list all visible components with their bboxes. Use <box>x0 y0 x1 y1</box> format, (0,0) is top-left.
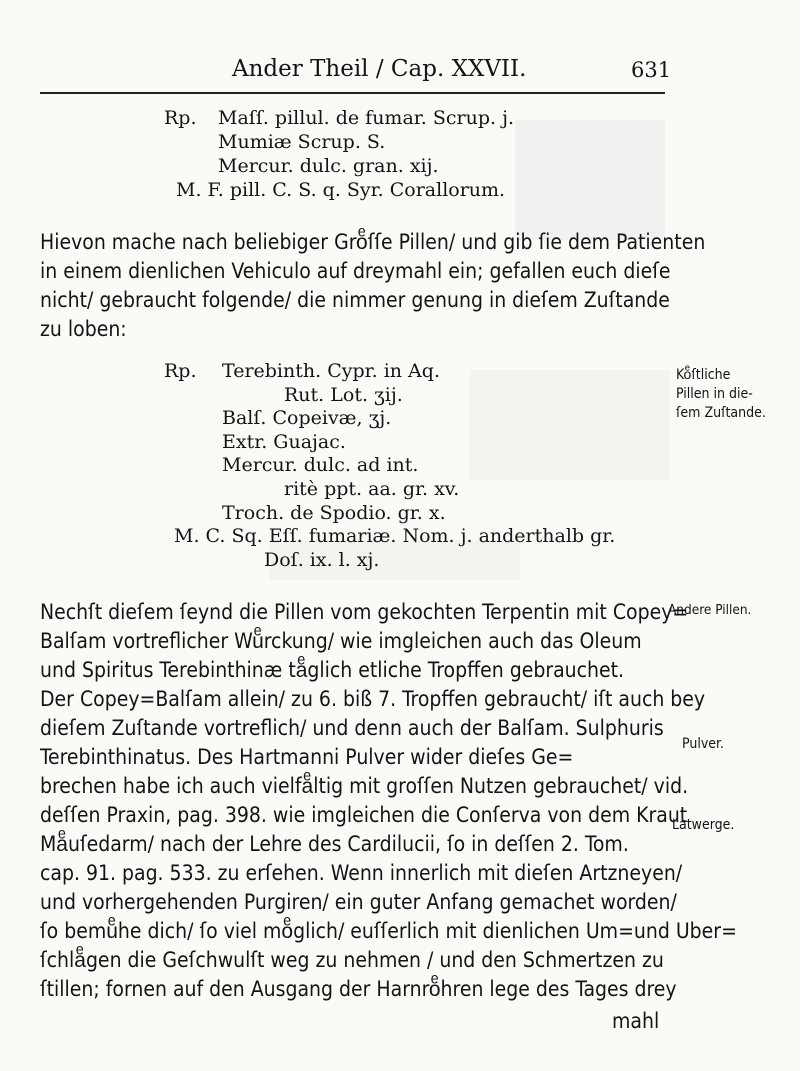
recipe-line: ritè ppt. aa. gr. xv. <box>284 477 460 500</box>
header-rule <box>40 92 665 94</box>
marginal-note-2: Andere Pillen. <box>668 602 752 618</box>
text-line: Hievon mache nach beliebiger Groͤſſe Pillen/ und gib ſie dem Patienten <box>40 230 706 254</box>
text-line: dieſem Zuſtande vortreflich/ und denn auch der Balſam. Sulphuris <box>40 716 664 740</box>
rp-mark: Rp. <box>164 360 197 382</box>
text-line: Der Copey=Balſam allein/ zu 6. biß 7. Tropffen gebraucht/ iſt auch bey <box>40 687 706 711</box>
recipe-line-text: M. F. pill. C. S. q. Syr. Corallorum. <box>176 179 506 201</box>
marginal-line: Pillen in die- <box>676 386 753 402</box>
recipe-line <box>164 178 506 202</box>
text-line: zu loben: <box>40 317 127 341</box>
marginal-line: Koͤſtliche <box>676 367 731 383</box>
text-line: und Spiritus Terebinthinæ taͤglich etliche Tropffen gebrauchet. <box>40 658 625 682</box>
rp-mark: Rp. <box>164 107 197 129</box>
marginal-note-3: Pulver. <box>682 736 724 752</box>
text-line: ſtillen; fornen auf den Ausgang der Harnroͤhren lege des Tages drey <box>40 977 677 1001</box>
recipe-line: Troch. de Spodio. gr. x. <box>222 501 446 524</box>
recipe-line: Mercur. dulc. ad int. <box>222 454 419 477</box>
paragraph-1 <box>40 228 705 344</box>
recipe-line: Balſ. Copeivæ, ʒj. <box>222 407 392 430</box>
recipe-2 <box>164 360 615 572</box>
text-line: ſchlaͤgen die Geſchwulſt weg zu nehmen / und den Schmertzen zu <box>40 948 664 972</box>
recipe-line <box>164 106 514 130</box>
text-line: brechen habe ich auch vielfaͤltig mit groſſen Nutzen gebrauchet/ vid. <box>40 774 689 798</box>
marginal-note-1 <box>676 366 766 423</box>
text-line: und vorhergehenden Purgiren/ ein guter Anfang gemachet worden/ <box>40 890 677 914</box>
page-number: 631 <box>631 58 672 82</box>
paragraph-2 <box>40 598 737 1004</box>
recipe-line-text: Mercur. dulc. gran. xij. <box>218 155 439 177</box>
catchword: mahl <box>612 1009 660 1033</box>
recipe-1 <box>164 106 514 202</box>
text-line: Maͤuſedarm/ nach der Lehre des Cardilucii, ſo in deſſen 2. Tom. <box>40 832 629 856</box>
recipe-line: Rut. Lot. ʒij. <box>284 383 403 406</box>
text-line: in einem dienlichen Vehiculo auf dreymahl ein; gefallen euch dieſe <box>40 259 671 283</box>
recipe-line-text: Maſſ. pillul. de fumar. Scrup. j. <box>218 107 514 129</box>
bleed-through-patch <box>515 120 665 240</box>
marginal-line: ſem Zuſtande. <box>676 405 766 421</box>
text-line: deſſen Praxin, pag. 398. wie imgleichen die Conſerva von dem Kraut <box>40 803 688 827</box>
text-line: nicht/ gebraucht folgende/ die nimmer genung in dieſem Zuſtande <box>40 288 670 312</box>
recipe-line: M. C. Sq. Eſſ. fumariæ. Nom. j. anderthalb gr. <box>174 525 616 548</box>
recipe-line <box>164 130 386 154</box>
running-head: Ander Theil / Cap. XXVII. <box>232 56 527 82</box>
recipe-line <box>164 154 439 178</box>
text-line: cap. 91. pag. 533. zu erſehen. Wenn innerlich mit dieſen Artzneyen/ <box>40 861 683 885</box>
recipe-line-text: Mumiæ Scrup. S. <box>218 131 386 153</box>
text-line: Balſam vortreflicher Wuͤrckung/ wie imgleichen auch das Oleum <box>40 629 642 653</box>
recipe-line-text: Terebinth. Cypr. in Aq. <box>222 360 440 382</box>
marginal-note-4: Latwerge. <box>672 817 735 833</box>
text-line: Nechſt dieſem ſeynd die Pillen vom gekochten Terpentin mit Copey= <box>40 600 689 624</box>
recipe-line: Doſ. ix. l. xj. <box>264 548 380 571</box>
text-line: ſo bemuͤhe dich/ ſo viel moͤglich/ euſſerlich mit dienlichen Um=und Uber= <box>40 919 737 943</box>
recipe-line: Extr. Guajac. <box>222 430 346 453</box>
recipe-line <box>164 360 615 384</box>
text-line: Terebinthinatus. Des Hartmanni Pulver wider dieſes Ge= <box>40 745 574 769</box>
